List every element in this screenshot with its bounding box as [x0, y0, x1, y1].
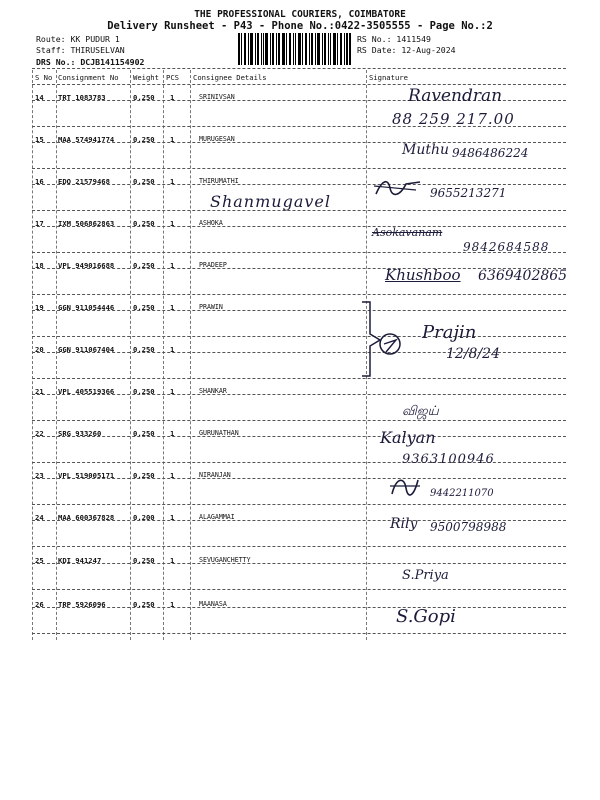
signature-row-26: S.Gopi	[396, 606, 456, 627]
consignee-name: SRINIVSAN	[199, 93, 235, 101]
row-divider	[32, 294, 566, 295]
staff-label: Staff: THIRUSELVAN	[36, 45, 125, 55]
row-divider	[32, 378, 566, 379]
consignee-name: GURUNATHAN	[199, 429, 239, 437]
serial-number: 22	[35, 429, 44, 438]
weight-value: 0.250	[133, 345, 155, 354]
phone-row-22: 9363100946	[402, 452, 495, 467]
consignment-number: IXM 506862863	[58, 219, 115, 228]
weight-value: 0.250	[133, 556, 155, 565]
consignment-number: SRG 933260	[58, 429, 102, 438]
consignee-name: SEVUGANCHETTY	[199, 556, 251, 564]
consignment-number: TRP 5926096	[58, 600, 106, 609]
row-rule	[32, 607, 566, 608]
phone-row-18: 6369402865	[478, 268, 568, 284]
signature-row-24: Rily	[390, 516, 418, 532]
weight-value: 0.250	[133, 177, 155, 186]
col-divider	[32, 70, 33, 640]
drs-label: DRS No.: DCJB141154902	[36, 57, 145, 67]
consignee-name: MAANASA	[199, 600, 227, 608]
header-bottom-rule	[32, 84, 566, 85]
weight-value: 0.250	[133, 135, 155, 144]
scribble-signature-row-23	[388, 474, 422, 500]
signature-row-16: Shanmugavel	[210, 192, 331, 211]
row-rule	[32, 436, 566, 437]
runsheet-title: Delivery Runsheet - P43 - Phone No.:0422-3505555 - Page No.:2	[107, 20, 493, 32]
serial-number: 26	[35, 600, 44, 609]
signature-row-18: Khushboo	[385, 266, 461, 284]
col-signature: Signature	[369, 73, 408, 82]
serial-number: 14	[35, 93, 44, 102]
serial-number: 23	[35, 471, 44, 480]
consignment-number: KDI 941247	[58, 556, 102, 565]
signature-row-14: Ravendran	[408, 86, 503, 106]
col-pcs: PCS	[166, 73, 179, 82]
row-rule	[32, 142, 566, 143]
pieces-count: 1	[170, 387, 175, 396]
col-weight: Weight	[133, 73, 159, 82]
row-divider	[32, 336, 566, 337]
consignment-number: GGN 911067404	[58, 345, 115, 354]
consignee-name: PRADEEP	[199, 261, 227, 269]
row-rule	[32, 478, 566, 479]
consignment-number: EDQ 21579468	[58, 177, 110, 186]
signature-rows-19-20: Prajin	[422, 322, 477, 343]
serial-number: 17	[35, 219, 44, 228]
consignee-name: PRAWIN	[199, 303, 223, 311]
serial-number: 24	[35, 513, 44, 522]
consignment-number: MAA 574941774	[58, 135, 115, 144]
weight-value: 0.250	[133, 600, 155, 609]
weight-value: 0.250	[133, 471, 155, 480]
pieces-count: 1	[170, 219, 175, 228]
pieces-count: 1	[170, 177, 175, 186]
route-label: Route: KK PUDUR 1	[36, 34, 120, 44]
weight-value: 0.250	[133, 387, 155, 396]
weight-value: 0.250	[133, 303, 155, 312]
row-rule	[32, 184, 566, 185]
barcode	[238, 33, 351, 65]
col-divider	[130, 70, 131, 640]
pieces-count: 1	[170, 513, 175, 522]
weight-value: 0.250	[133, 261, 155, 270]
scribble-signature-row-16	[370, 176, 426, 198]
pieces-count: 1	[170, 345, 175, 354]
phone-row-24: 9500798988	[430, 520, 507, 534]
consignment-number: MAA 600367828	[58, 513, 115, 522]
weight-value: 0.250	[133, 219, 155, 228]
consignment-number: GGN 911054446	[58, 303, 115, 312]
signature-row-21: விஜய்	[402, 404, 439, 419]
weight-value: 0.250	[133, 93, 155, 102]
rs-number: RS No.: 1411549	[357, 34, 431, 44]
row-rule	[32, 310, 566, 311]
serial-number: 25	[35, 556, 44, 565]
consignee-name: ASHOKA	[199, 219, 223, 227]
consignee-name: SHANKAR	[199, 387, 227, 395]
header-top-rule	[32, 68, 566, 69]
row-divider	[32, 633, 566, 634]
pieces-count: 1	[170, 429, 175, 438]
row-divider	[32, 420, 566, 421]
consignment-number: VPL 519005171	[58, 471, 115, 480]
consignment-number: VPL 949016688	[58, 261, 115, 270]
pieces-count: 1	[170, 93, 175, 102]
col-consignment: Consignment No	[58, 73, 119, 82]
row-rule	[32, 394, 566, 395]
pieces-count: 1	[170, 303, 175, 312]
row-rule	[32, 563, 566, 564]
serial-number: 20	[35, 345, 44, 354]
col-divider	[163, 70, 164, 640]
col-sno: S No	[35, 73, 53, 82]
weight-value: 0.250	[133, 429, 155, 438]
signature-date-rows-19-20: 12/8/24	[446, 346, 500, 362]
row-divider	[32, 589, 566, 590]
serial-number: 19	[35, 303, 44, 312]
row-divider	[32, 504, 566, 505]
signature-row-25: S.Priya	[402, 568, 449, 583]
pieces-count: 1	[170, 600, 175, 609]
phone-row-23: 9442211070	[430, 488, 494, 499]
row-divider	[32, 168, 566, 169]
signature-row-15: Muthu	[402, 142, 450, 158]
col-divider	[56, 70, 57, 640]
rs-date: RS Date: 12-Aug-2024	[357, 45, 456, 55]
pieces-count: 1	[170, 556, 175, 565]
pieces-count: 1	[170, 261, 175, 270]
serial-number: 16	[35, 177, 44, 186]
signature-row-17: Asokavanam	[372, 226, 443, 239]
col-consignee: Consignee Details	[193, 73, 267, 82]
phone-row-16: 9655213271	[430, 186, 507, 200]
pieces-count: 1	[170, 471, 175, 480]
consignee-name: THIRUMATHI	[199, 177, 239, 185]
company-title: THE PROFESSIONAL COURIERS, COIMBATORE	[194, 9, 406, 20]
serial-number: 18	[35, 261, 44, 270]
signature-row-22: Kalyan	[380, 428, 436, 447]
col-divider	[190, 70, 191, 640]
consignee-name: MURUGESAN	[199, 135, 235, 143]
consignee-name: NIRANJAN	[199, 471, 231, 479]
row-divider	[32, 546, 566, 547]
phone-row-17: 9842684588	[463, 240, 550, 254]
phone-row-14: 88 259 217.00	[392, 110, 515, 128]
pieces-count: 1	[170, 135, 175, 144]
consignee-name: ALAGAMMAI	[199, 513, 235, 521]
phone-row-15: 9486486224	[452, 146, 529, 160]
weight-value: 0.200	[133, 513, 155, 522]
serial-number: 21	[35, 387, 44, 396]
consignment-number: VPL 405519366	[58, 387, 115, 396]
row-rule	[32, 226, 566, 227]
serial-number: 15	[35, 135, 44, 144]
consignment-number: TRT 1083783	[58, 93, 106, 102]
scribble-initial-rows-19-20	[376, 330, 406, 358]
